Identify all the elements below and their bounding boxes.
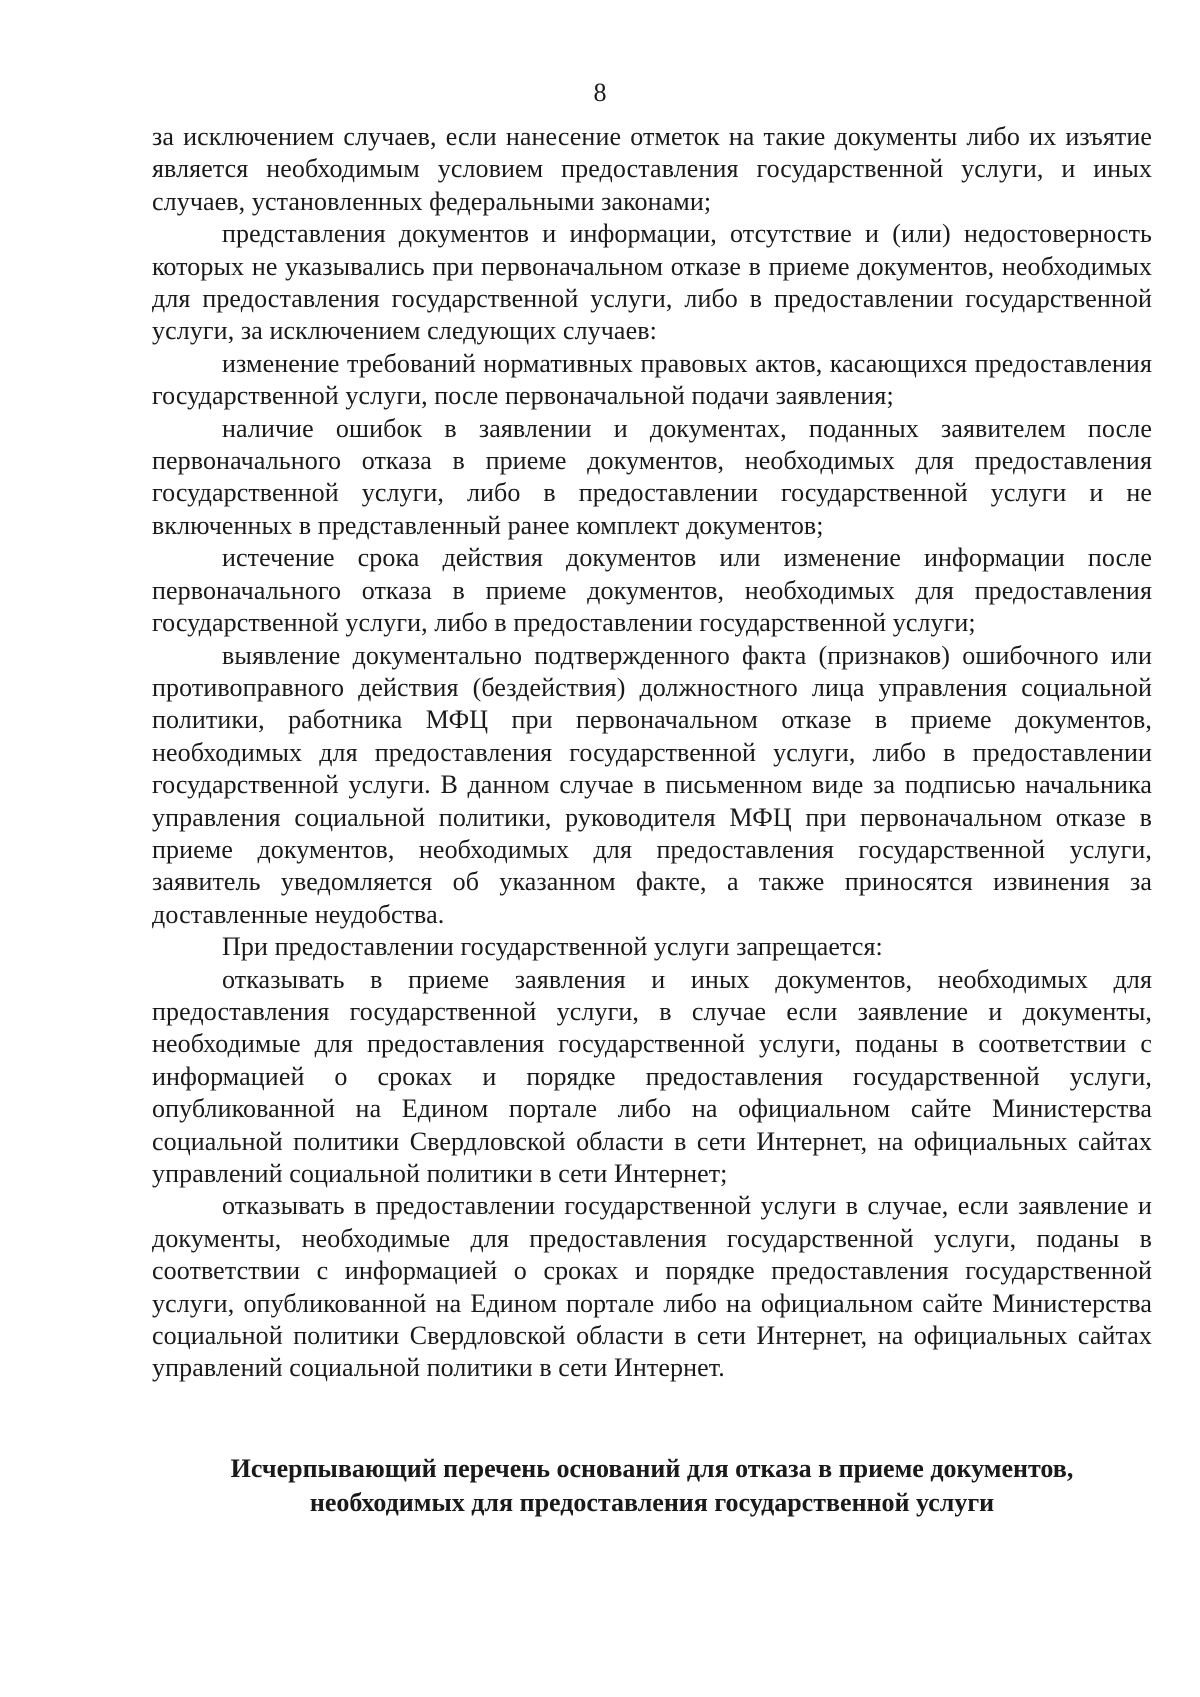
paragraph: отказывать в приеме заявления и иных документов, необходимых для предоставления государственной услуги, в случае если заявление и документы, необходимые для предоставления государственной услуги, поданы в соответствии с информацией о сроках и порядке предоставления государственной услуги, опубликованной на Едином портале либо на официальном сайте Министерства социальной политики Свердловской области в сети Интернет, на официальных сайтах управлений социальной политики в сети Интернет; xyxy=(152,964,1152,1188)
paragraph: наличие ошибок в заявлении и документах, поданных заявителем после первоначального отказа в приеме документов, необходимых для предоставления государственной услуги, либо в предоставлении государственной услуги и не включенных в представленный ранее комплект документов; xyxy=(152,413,1152,540)
section-heading-line: Исчерпывающий перечень оснований для отказа в приеме документов, xyxy=(230,1454,1074,1483)
section-heading-line: необходимых для предоставления государственной услуги xyxy=(309,1488,995,1517)
section-heading xyxy=(152,1452,1152,1520)
paragraph: изменение требований нормативных правовых актов, касающихся предоставления государственной услуги, после первоначальной подачи заявления; xyxy=(152,348,1152,411)
paragraph: за исключением случаев, если нанесение отметок на такие документы либо их изъятие является необходимым условием предоставления государственной услуги, и иных случаев, установленных федеральными законами; xyxy=(152,122,1152,216)
paragraph: выявление документально подтвержденного факта (признаков) ошибочного или противоправного действия (бездействия) должностного лица управления социальной политики, работника МФЦ при первоначальном отказе в приеме документов, необходимых для предоставления государственной услуги, либо в предоставлении государственной услуги. В данном случае в письменном виде за подписью начальника управления социальной политики, руководителя МФЦ при первоначальном отказе в приеме документов, необходимых для предоставления государственной услуги, заявитель уведомляется об указанном факте, а также приносятся извинения за доставленные неудобства. xyxy=(152,640,1152,929)
page-number: 8 xyxy=(593,78,607,107)
paragraph: истечение срока действия документов или изменение информации после первоначального отказа в приеме документов, необходимых для предоставления государственной услуги, либо в предоставлении государственной услуги; xyxy=(152,543,1152,638)
paragraph: При предоставлении государственной услуги запрещается: xyxy=(222,932,883,962)
body-text xyxy=(152,121,1152,1385)
paragraph: представления документов и информации, отсутствие и (или) недостоверность которых не указывались при первоначальном отказе в приеме документов, необходимых для предоставления государственной услуги, либо в предоставлении государственной услуги, за исключением следующих случаев: xyxy=(152,219,1152,346)
paragraph: отказывать в предоставлении государственной услуги в случае, если заявление и документы, необходимые для предоставления государственной услуги, поданы в соответствии с информацией о сроках и порядке предоставления государственной услуги, опубликованной на Едином портале либо на официальном сайте Министерства социальной политики Свердловской области в сети Интернет, на официальных сайтах управлений социальной политики в сети Интернет. xyxy=(152,1191,1152,1383)
